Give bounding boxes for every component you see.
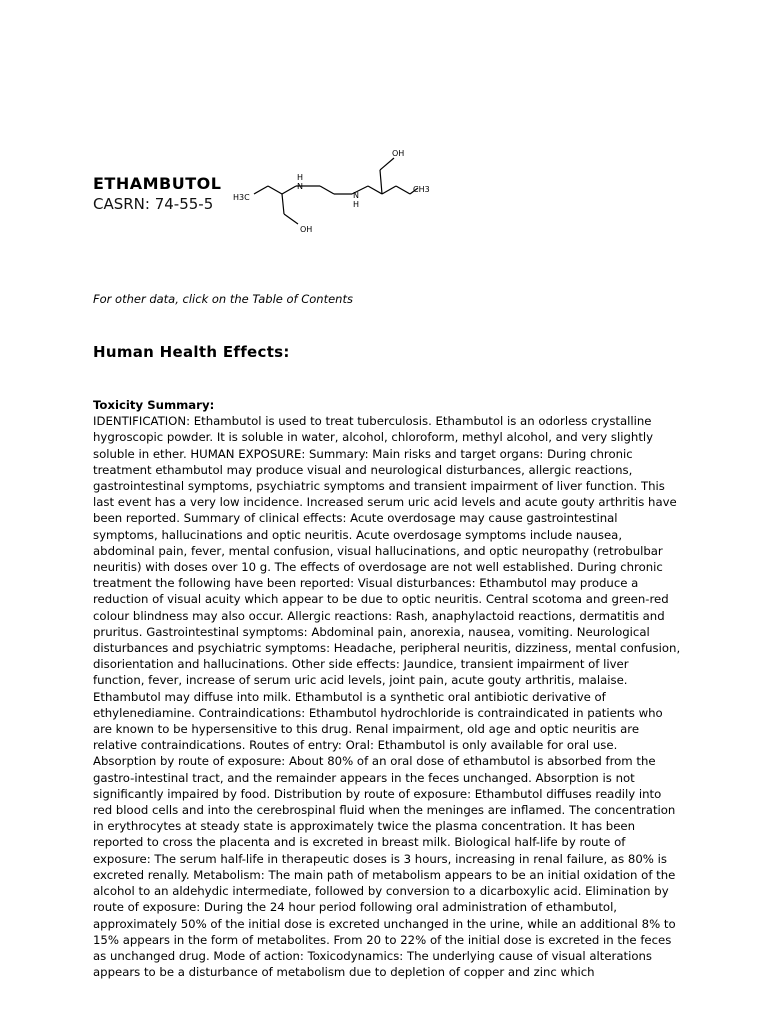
amine-n-label-1: N [297,182,303,191]
toxicity-summary-heading: Toxicity Summary: [93,398,215,412]
cas-registry-number: CASRN: 74-55-5 [93,195,214,213]
toxicity-summary-body: IDENTIFICATION: Ethambutol is used to treat tuberculosis. Ethambutol is an odorless crystalline hygroscopic powder. It is soluble in water, alcohol, chloroform, methyl alcohol, and very slightly soluble in ether. HUMAN EXPOSURE: Summary: Main risks and target organs: During chronic treatment ethambutol may produce visual and neurological disturbances, allergic reactions, gastrointestinal symptoms, psychiatric symptoms and transient impairment of liver function. This last event has a very low incidence. Increased serum uric acid levels and acute gouty arthritis have been reported. Summary of clinical effects: Acute overdosage may cause gastrointestinal symptoms, hallucinations and optic neuritis. Acute overdosage symptoms include nausea, abdominal pain, fever, mental confusion, visual hallucinations, and optic neuropathy (retrobulbar neuritis) with doses over 10 g. The effects of overdosage are not well established. During chronic treatment the following have been reported: Visual disturbances: Ethambutol may produce a reduction of visual acuity which appear to be due to optic neuritis. Central scotoma and green-red colour blindness may also occur. Allergic reactions: Rash, anaphylactoid reactions, dermatitis and pruritus. Gastrointestinal symptoms: Abdominal pain, anorexia, nausea, vomiting. Neurological disturbances and psychiatric symptoms: Headache, peripheral neuritis, dizziness, mental confusion, disorientation and hallucinations. Other side effects: Jaundice, transient impairment of liver function, fever, increase of serum uric acid levels, joint pain, acute gouty arthritis, malaise. Ethambutol may diffuse into milk. Ethambutol is a synthetic oral antibiotic derivative of ethylenediamine. Contraindications: Ethambutol hydrochloride is contraindicated in patients who are known to be hypersensitive to this drug. Renal impairment, old age and optic neuritis are relative contraindications. Routes of entry: Oral: Ethambutol is only available for oral use. Absorption by route of exposure: About 80% of an oral dose of ethambutol is absorbed from the gastro-intestinal tract, and the remainder appears in the feces unchanged. Absorption is not significantly impaired by food. Distribution by route of exposure: Ethambutol diffuses readily into red blood cells and into the cerebrospinal fluid when the meninges are inflamed. The concentration in erythrocytes at steady state is approximately twice the plasma concentration. It has been reported to cross the placenta and is excreted in breast milk. Biological half-life by route of exposure: The serum half-life in therapeutic doses is 3 hours, increasing in renal failure, as 80% is excreted renally. Metabolism: The main path of metabolism appears to be an initial oxidation of the alcohol to an aldehydic intermediate, followed by conversion to a dicarboxylic acid. Elimination by route of exposure: During the 24 hour period following oral administration of ethambutol, approximately 50% of the initial dose is excreted unchanged in the urine, while an additional 8% to 15% appears in the form of metabolites. From 20 to 22% of the initial dose is excreted in the feces as unchanged drug. Mode of action: Toxicodynamics: The underlying cause of visual alterations appears to be a disturbance of metabolism due to depletion of copper and zinc which [93,414,681,980]
chemical-structure-diagram [228,142,438,242]
amine-h-label-1: H [297,173,304,182]
hydroxyl-label-bottom: OH [300,225,313,234]
toxicity-summary-section [93,397,683,980]
compound-name: ETHAMBUTOL [93,174,222,193]
methyl-label-right: CH3 [413,185,430,194]
structure-bonds [254,158,418,224]
methyl-label-left: H3C [233,193,250,202]
section-title: Human Health Effects: [93,343,290,361]
amine-n-label-2: N [353,191,359,200]
compound-header [93,174,221,214]
amine-h-label-2: H [353,200,360,209]
table-of-contents-note: For other data, click on the Table of Contents [93,292,353,306]
hydroxyl-label-top: OH [392,149,405,158]
